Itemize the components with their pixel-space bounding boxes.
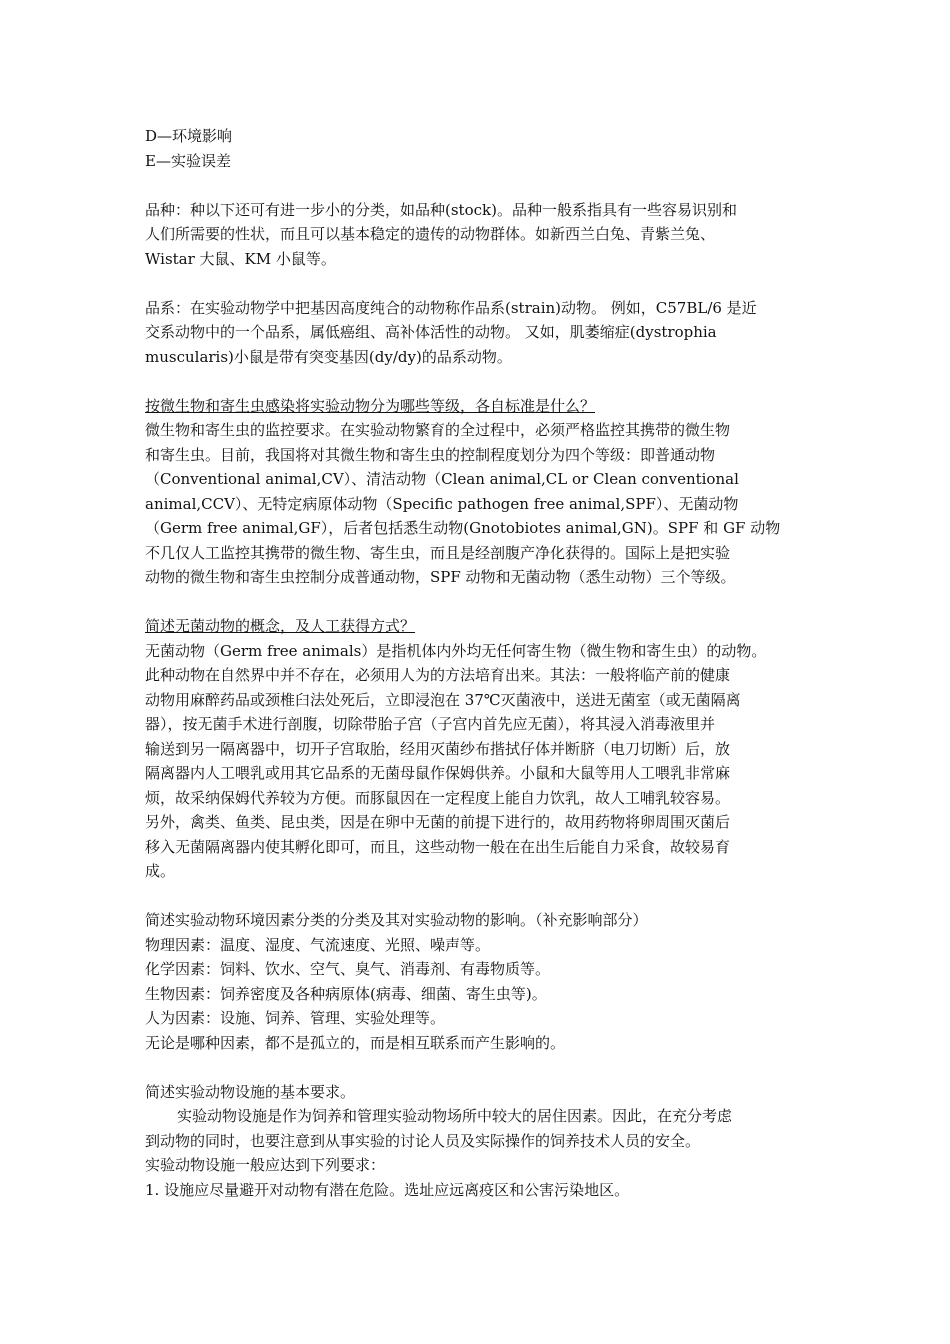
breed-line: 人们所需要的性状，而且可以基本稳定的遗传的动物群体。如新西兰白兔、青紫兰兔、	[145, 225, 716, 243]
strain-line: 交系动物中的一个品系，属低癌组、高补体活性的动物。 又如，肌萎缩症(dystrophia	[145, 323, 717, 341]
environment-factor-line: 人为因素：设施、饲养、管理、实验处理等。	[145, 1009, 446, 1027]
germfree-line: 输送到另一隔离器中，切开子宫取胎，经用灭菌纱布揩拭仔体并断脐（电刀切断）后，放	[145, 739, 731, 758]
germfree-line: 隔离器内人工喂乳或用其它品系的无菌母鼠作保姆供养。小鼠和大鼠等用人工喂乳非常麻	[145, 764, 731, 782]
microbe-line: animal,CCV）、无特定病原体动物（Specific pathogen free animal,SPF）、无菌动物	[145, 494, 739, 513]
germfree-section	[145, 614, 810, 884]
germfree-line: 移入无菌隔离器内使其孵化即可，而且，这些动物一般在在出生后能自力采食，故较易育	[145, 837, 731, 856]
environment-factor-line: 化学因素：饲料、饮水、空气、臭气、消毒剂、有毒物质等。	[145, 960, 551, 978]
facility-requirement-item: 1. 设施应尽量避开对动物有潜在危险。选址应远离疫区和公害污染地区。	[145, 1180, 630, 1199]
facility-requirements-intro: 实验动物设施一般应达到下列要求：	[145, 1156, 386, 1174]
facility-para-line: 实验动物设施是作为饲养和管理实验动物场所中较大的居住因素。因此，在充分考虑	[177, 1107, 733, 1125]
germfree-question-heading: 简述无菌动物的概念，及人工获得方式？	[145, 617, 416, 635]
microbe-question-heading: 按微生物和寄生虫感染将实验动物分为哪些等级，各自标准是什么？	[145, 396, 596, 415]
document-page	[145, 124, 810, 1202]
facility-para-line: 到动物的同时，也要注意到从事实验的讨论人员及实际操作的饲养技术人员的安全。	[145, 1131, 701, 1150]
microbe-line: （Conventional animal,CV）、清洁动物（Clean animal,CL or Clean conventional	[145, 470, 739, 488]
germfree-line: 无菌动物（Germ free animals）是指机体内外均无任何寄生物（微生物和寄生虫）的动物。	[145, 641, 767, 660]
line-experimental-error: E—实验误差	[145, 151, 231, 170]
facility-section	[145, 1080, 810, 1203]
germfree-line: 成。	[145, 862, 176, 880]
breed-line: Wistar 大鼠、KM 小鼠等。	[145, 249, 336, 268]
environment-factor-line: 物理因素：温度、湿度、气流速度、光照、噪声等。	[145, 935, 491, 954]
environment-section	[145, 908, 810, 1055]
strain-line: 品系：在实验动物学中把基因高度纯合的动物称作品系(strain)动物。 例如，C57BL/6 是近	[145, 298, 757, 317]
paragraph-gap	[145, 884, 810, 909]
germfree-line: 烦，故采纳保姆代养较为方便。而豚鼠因在一定程度上能自力饮乳，故人工哺乳较容易。	[145, 788, 731, 807]
strain-line: muscularis)小鼠是带有突变基因(dy/dy)的品系动物。	[145, 347, 512, 366]
facility-question-heading: 简述实验动物设施的基本要求。	[145, 1082, 356, 1101]
microbe-line: 动物的微生物和寄生虫控制分成普通动物，SPF 动物和无菌动物（悉生动物）三个等级。	[145, 568, 736, 586]
microbe-section	[145, 394, 810, 590]
line-environment-impact: D—环境影响	[145, 127, 233, 145]
germfree-line: 另外，禽类、鱼类、昆虫类，因是在卵中无菌的前提下进行的，故用药物将卵周围灭菌后	[145, 813, 731, 831]
strain-paragraph	[145, 296, 810, 370]
breed-line: 品种：种以下还可有进一步小的分类，如品种(stock)。品种一般系指具有一些容易识别和	[145, 200, 737, 219]
paragraph-gap	[145, 1055, 810, 1080]
paragraph-gap	[145, 271, 810, 296]
paragraph-gap	[145, 369, 810, 394]
microbe-line: 微生物和寄生虫的监控要求。在实验动物繁育的全过程中，必须严格监控其携带的微生物	[145, 421, 731, 439]
microbe-line: 不几仅人工监控其携带的微生物、寄生虫，而且是经剖腹产净化获得的。国际上是把实验	[145, 543, 731, 562]
microbe-line: 和寄生虫。目前，我国将对其微生物和寄生虫的控制程度划分为四个等级：即普通动物	[145, 445, 716, 464]
germfree-line: 动物用麻醉药品或颈椎臼法处死后，立即浸泡在 37℃灭菌液中，送进无菌室（或无菌隔离	[145, 690, 741, 709]
environment-factor-line: 生物因素：饲养密度及各种病原体(病毒、细菌、寄生虫等)。	[145, 984, 547, 1003]
germfree-line: 器），按无菌手术进行剖腹，切除带胎子宫（子宫内首先应无菌），将其浸入消毒液里并	[145, 715, 716, 733]
environment-question-heading: 简述实验动物环境因素分类的分类及其对实验动物的影响。（补充影响部分）	[145, 911, 648, 929]
breed-paragraph	[145, 198, 810, 272]
microbe-line: （Germ free animal,GF），后者包括悉生动物(Gnotobiotes animal,GN)。SPF 和 GF 动物	[145, 519, 781, 537]
paragraph-gap	[145, 173, 810, 198]
paragraph-gap	[145, 590, 810, 615]
environment-conclusion: 无论是哪种因素，都不是孤立的，而是相互联系而产生影响的。	[145, 1033, 566, 1052]
germfree-line: 此种动物在自然界中并不存在，必须用人为的方法培育出来。其法：一般将临产前的健康	[145, 666, 731, 684]
